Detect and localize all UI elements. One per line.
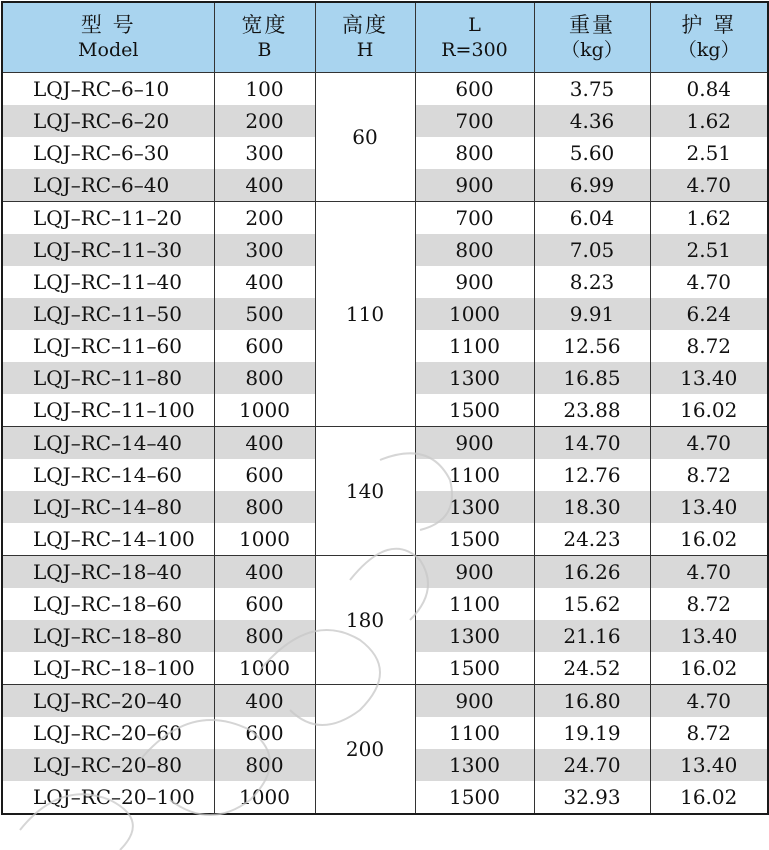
cell-length: 1100 bbox=[415, 717, 534, 749]
cell-model: LQJ–RC–20–80 bbox=[2, 749, 214, 781]
cell-weight: 21.16 bbox=[534, 620, 650, 652]
table-row bbox=[2, 556, 768, 589]
cell-model: LQJ–RC–14–100 bbox=[2, 523, 214, 556]
header-weight bbox=[534, 2, 650, 73]
cell-model: LQJ–RC–11–100 bbox=[2, 394, 214, 427]
cell-width: 600 bbox=[214, 459, 315, 491]
cell-width: 100 bbox=[214, 73, 315, 106]
cell-cover-weight: 16.02 bbox=[650, 394, 768, 427]
cell-cover-weight: 16.02 bbox=[650, 781, 768, 814]
cell-model: LQJ–RC–18–40 bbox=[2, 556, 214, 589]
cell-width: 1000 bbox=[214, 652, 315, 685]
cell-length: 900 bbox=[415, 266, 534, 298]
cell-model: LQJ–RC–14–40 bbox=[2, 427, 214, 460]
cell-model: LQJ–RC–11–30 bbox=[2, 234, 214, 266]
cell-weight: 32.93 bbox=[534, 781, 650, 814]
cell-length: 900 bbox=[415, 169, 534, 202]
spec-table bbox=[1, 1, 769, 815]
cell-model: LQJ–RC–14–80 bbox=[2, 491, 214, 523]
cell-length: 1500 bbox=[415, 523, 534, 556]
cell-cover-weight: 8.72 bbox=[650, 459, 768, 491]
cell-length: 1500 bbox=[415, 781, 534, 814]
cell-cover-weight: 4.70 bbox=[650, 685, 768, 718]
cell-model: LQJ–RC–14–60 bbox=[2, 459, 214, 491]
cell-weight: 12.56 bbox=[534, 330, 650, 362]
cell-model: LQJ–RC–6–20 bbox=[2, 105, 214, 137]
cell-cover-weight: 13.40 bbox=[650, 620, 768, 652]
cell-length: 900 bbox=[415, 685, 534, 718]
header-cover bbox=[650, 2, 768, 73]
cell-cover-weight: 4.70 bbox=[650, 556, 768, 589]
cell-model: LQJ–RC–18–100 bbox=[2, 652, 214, 685]
cell-cover-weight: 13.40 bbox=[650, 491, 768, 523]
header-height-zh: 高度 bbox=[342, 12, 388, 37]
cell-width: 600 bbox=[214, 330, 315, 362]
cell-cover-weight: 6.24 bbox=[650, 298, 768, 330]
cell-cover-weight: 13.40 bbox=[650, 362, 768, 394]
cell-cover-weight: 2.51 bbox=[650, 234, 768, 266]
cell-model: LQJ–RC–18–80 bbox=[2, 620, 214, 652]
cell-weight: 24.52 bbox=[534, 652, 650, 685]
header-model-zh: 型 号 bbox=[80, 12, 136, 37]
header-model bbox=[2, 2, 214, 73]
header-weight-zh: 重量 bbox=[569, 12, 615, 37]
cell-weight: 8.23 bbox=[534, 266, 650, 298]
cell-model: LQJ–RC–11–20 bbox=[2, 202, 214, 235]
cell-length: 1100 bbox=[415, 330, 534, 362]
cell-length: 1300 bbox=[415, 491, 534, 523]
cell-model: LQJ–RC–11–40 bbox=[2, 266, 214, 298]
header-length-r: R=300 bbox=[441, 38, 508, 61]
cell-weight: 9.91 bbox=[534, 298, 650, 330]
header-width-en: B bbox=[257, 38, 272, 61]
cell-width: 400 bbox=[214, 169, 315, 202]
cell-cover-weight: 4.70 bbox=[650, 169, 768, 202]
cell-width: 500 bbox=[214, 298, 315, 330]
cell-height: 140 bbox=[315, 427, 415, 556]
header-cover-unit: （kg） bbox=[677, 38, 740, 61]
cell-width: 1000 bbox=[214, 394, 315, 427]
header-model-en: Model bbox=[78, 38, 139, 61]
header-height bbox=[315, 2, 415, 73]
table-header bbox=[2, 2, 768, 73]
cell-weight: 16.26 bbox=[534, 556, 650, 589]
cell-weight: 16.85 bbox=[534, 362, 650, 394]
cell-length: 1000 bbox=[415, 298, 534, 330]
cell-width: 800 bbox=[214, 491, 315, 523]
cell-cover-weight: 2.51 bbox=[650, 137, 768, 169]
cell-weight: 3.75 bbox=[534, 73, 650, 106]
cell-weight: 16.80 bbox=[534, 685, 650, 718]
cell-model: LQJ–RC–18–60 bbox=[2, 588, 214, 620]
cell-length: 700 bbox=[415, 105, 534, 137]
cell-weight: 6.04 bbox=[534, 202, 650, 235]
cell-cover-weight: 13.40 bbox=[650, 749, 768, 781]
cell-height: 180 bbox=[315, 556, 415, 685]
cell-length: 1100 bbox=[415, 459, 534, 491]
cell-length: 1500 bbox=[415, 394, 534, 427]
cell-height: 110 bbox=[315, 202, 415, 427]
cell-width: 200 bbox=[214, 202, 315, 235]
cell-length: 1300 bbox=[415, 749, 534, 781]
cell-width: 600 bbox=[214, 717, 315, 749]
header-row bbox=[2, 2, 768, 73]
cell-weight: 19.19 bbox=[534, 717, 650, 749]
cell-width: 300 bbox=[214, 137, 315, 169]
cell-cover-weight: 0.84 bbox=[650, 73, 768, 106]
cell-width: 300 bbox=[214, 234, 315, 266]
cell-weight: 15.62 bbox=[534, 588, 650, 620]
cell-length: 1500 bbox=[415, 652, 534, 685]
cell-length: 800 bbox=[415, 234, 534, 266]
cell-length: 700 bbox=[415, 202, 534, 235]
cell-weight: 7.05 bbox=[534, 234, 650, 266]
table-row bbox=[2, 685, 768, 718]
cell-weight: 18.30 bbox=[534, 491, 650, 523]
header-height-en: H bbox=[356, 38, 374, 61]
cell-width: 400 bbox=[214, 556, 315, 589]
header-width-zh: 宽度 bbox=[241, 12, 288, 37]
cell-model: LQJ–RC–6–40 bbox=[2, 169, 214, 202]
cell-height: 200 bbox=[315, 685, 415, 815]
cell-width: 800 bbox=[214, 749, 315, 781]
cell-width: 1000 bbox=[214, 523, 315, 556]
header-length-l: L bbox=[468, 13, 481, 36]
cell-cover-weight: 16.02 bbox=[650, 652, 768, 685]
cell-width: 800 bbox=[214, 620, 315, 652]
cell-width: 200 bbox=[214, 105, 315, 137]
header-length bbox=[415, 2, 534, 73]
cell-width: 600 bbox=[214, 588, 315, 620]
cell-width: 400 bbox=[214, 685, 315, 718]
cell-length: 1300 bbox=[415, 362, 534, 394]
cell-height: 60 bbox=[315, 73, 415, 202]
cell-cover-weight: 8.72 bbox=[650, 330, 768, 362]
table-row bbox=[2, 427, 768, 460]
cell-weight: 5.60 bbox=[534, 137, 650, 169]
cell-cover-weight: 4.70 bbox=[650, 427, 768, 460]
header-cover-zh: 护 罩 bbox=[681, 12, 737, 37]
cell-weight: 12.76 bbox=[534, 459, 650, 491]
table-row bbox=[2, 202, 768, 235]
cell-model: LQJ–RC–20–100 bbox=[2, 781, 214, 814]
table-row bbox=[2, 73, 768, 106]
cell-weight: 6.99 bbox=[534, 169, 650, 202]
cell-length: 1300 bbox=[415, 620, 534, 652]
cell-weight: 4.36 bbox=[534, 105, 650, 137]
cell-weight: 24.70 bbox=[534, 749, 650, 781]
cell-weight: 23.88 bbox=[534, 394, 650, 427]
cell-width: 400 bbox=[214, 266, 315, 298]
cell-cover-weight: 8.72 bbox=[650, 717, 768, 749]
cell-cover-weight: 4.70 bbox=[650, 266, 768, 298]
cell-cover-weight: 1.62 bbox=[650, 105, 768, 137]
cell-length: 800 bbox=[415, 137, 534, 169]
header-width bbox=[214, 2, 315, 73]
spec-table-wrapper bbox=[1, 1, 769, 815]
cell-model: LQJ–RC–20–40 bbox=[2, 685, 214, 718]
cell-length: 900 bbox=[415, 427, 534, 460]
cell-model: LQJ–RC–11–60 bbox=[2, 330, 214, 362]
cell-cover-weight: 1.62 bbox=[650, 202, 768, 235]
cell-length: 600 bbox=[415, 73, 534, 106]
cell-model: LQJ–RC–6–10 bbox=[2, 73, 214, 106]
header-weight-unit: （kg） bbox=[561, 38, 623, 61]
cell-model: LQJ–RC–6–30 bbox=[2, 137, 214, 169]
cell-model: LQJ–RC–11–80 bbox=[2, 362, 214, 394]
cell-model: LQJ–RC–20–60 bbox=[2, 717, 214, 749]
cell-width: 800 bbox=[214, 362, 315, 394]
cell-width: 400 bbox=[214, 427, 315, 460]
table-body bbox=[2, 73, 768, 815]
cell-cover-weight: 8.72 bbox=[650, 588, 768, 620]
cell-weight: 24.23 bbox=[534, 523, 650, 556]
cell-length: 900 bbox=[415, 556, 534, 589]
cell-width: 1000 bbox=[214, 781, 315, 814]
cell-weight: 14.70 bbox=[534, 427, 650, 460]
cell-length: 1100 bbox=[415, 588, 534, 620]
cell-model: LQJ–RC–11–50 bbox=[2, 298, 214, 330]
cell-cover-weight: 16.02 bbox=[650, 523, 768, 556]
